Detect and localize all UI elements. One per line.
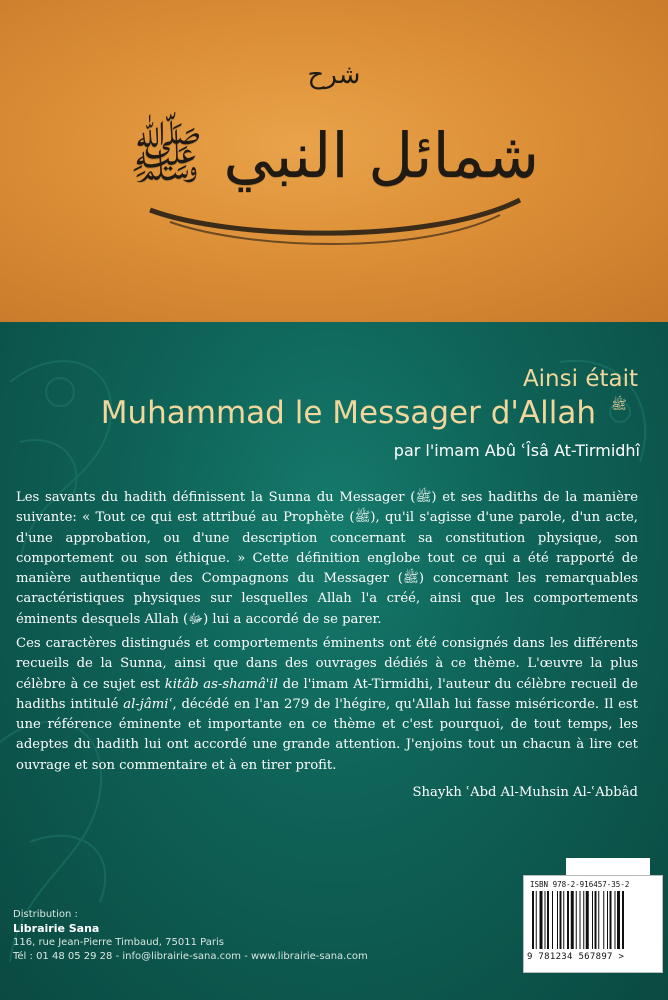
signature: Shaykh ʿAbd Al-Muhsin Al-ʿAbbâd bbox=[412, 785, 638, 800]
barcode-bar bbox=[617, 891, 620, 949]
para2-text-c: , décédé en l'an 279 de l'hégire, qu'Allah lui fasse miséricorde. Il est une référence éminente et importante en ce thème et c'est pourquoi, de tout temps, les adeptes du hadith lui ont accordé une grande attention. J'enjoins tout un chacun à lire cet ouvrage et son commentaire et à en tirer profit. bbox=[16, 696, 638, 773]
para2-italic-title: kitâb as-shamâ'il bbox=[164, 676, 278, 692]
arabic-title: شمائل النبي ﷺ bbox=[128, 119, 540, 192]
barcode-bar bbox=[595, 891, 597, 949]
barcode-bar bbox=[598, 891, 599, 949]
barcode-bar bbox=[552, 891, 553, 949]
barcode-bar bbox=[557, 891, 558, 949]
salawat-symbol: ﷺ bbox=[611, 398, 627, 413]
para2-text-a: Ces caractères distingués et comportements éminents ont été consignés dans les différents recueils de la Sunna, ainsi que dans des ouvrages dédiés à ce thème. L'œuvre la plus célèbre à ce sujet est bbox=[16, 636, 638, 692]
barcode-bar bbox=[576, 891, 577, 949]
barcode-bar bbox=[583, 891, 584, 949]
barcode-bar bbox=[545, 891, 546, 949]
barcode-bar bbox=[540, 891, 543, 949]
barcode-bar bbox=[607, 891, 608, 949]
distributor-contact: Tél : 01 48 05 29 28 - info@librairie-sana.com - www.librairie-sana.com bbox=[13, 951, 368, 962]
barcode-bar bbox=[563, 891, 564, 949]
barcode-bar bbox=[547, 891, 549, 949]
author-line: par l'imam Abû ʿÎsâ At-Tirmidhî bbox=[393, 441, 640, 460]
barcode-bar bbox=[615, 891, 616, 949]
barcode-bar bbox=[622, 891, 624, 949]
barcode-bar bbox=[580, 891, 581, 949]
subtitle-small: Ainsi était bbox=[522, 366, 638, 392]
barcode-bar bbox=[560, 891, 562, 949]
para2-italic-jami: al-jâmiʿ bbox=[123, 696, 173, 712]
barcode-bar bbox=[610, 891, 612, 949]
barcode-bar bbox=[536, 891, 537, 949]
barcode-digits: 9 781234 567897 > bbox=[527, 952, 625, 962]
isbn-text: ISBN 978-2-916457-35-2 bbox=[530, 880, 630, 889]
description-paragraph-1: Les savants du hadith définissent la Sunna du Messager (ﷺ) et ses hadiths de la manière suivante: « Tout ce qui est attribué au Prophète (ﷺ), qu'il s'agisse d'une parole, d'un acte, d'une approbation, ou d'une description concernant sa constitution physique, son comportement ou son éthique. » Cette définition englobe tout ce qui a été rapporté de manière authentique des Compagnons du Messager (ﷺ) concernant les remarquables caractéristiques physiques sur lesquelles Allah l'a créé, ainsi que les comportements éminents desquels Allah (ﷻ) lui a accordé de se parer. bbox=[16, 490, 639, 627]
barcode-bar bbox=[592, 891, 593, 949]
description-paragraph-2 bbox=[16, 634, 638, 776]
distributor-address: 116, rue Jean-Pierre Timbaud, 75011 Paris bbox=[13, 937, 224, 948]
barcode-bar bbox=[603, 891, 604, 949]
barcode-bar bbox=[532, 891, 534, 949]
main-title: Muhammad le Messager d'Allah bbox=[100, 395, 596, 431]
barcode-bar bbox=[586, 891, 589, 949]
distribution-info bbox=[13, 908, 368, 964]
arabic-subtitle: شرح bbox=[307, 60, 361, 90]
barcode-bar bbox=[567, 891, 569, 949]
distribution-label: Distribution : bbox=[13, 909, 78, 920]
barcode-icon bbox=[530, 891, 654, 951]
distributor-name: Librairie Sana bbox=[13, 922, 100, 935]
para2-text-b: de l'imam At-Tirmidhi, l'auteur du célèbre recueil de hadiths intitulé bbox=[16, 676, 638, 712]
barcode-bar bbox=[571, 891, 574, 949]
